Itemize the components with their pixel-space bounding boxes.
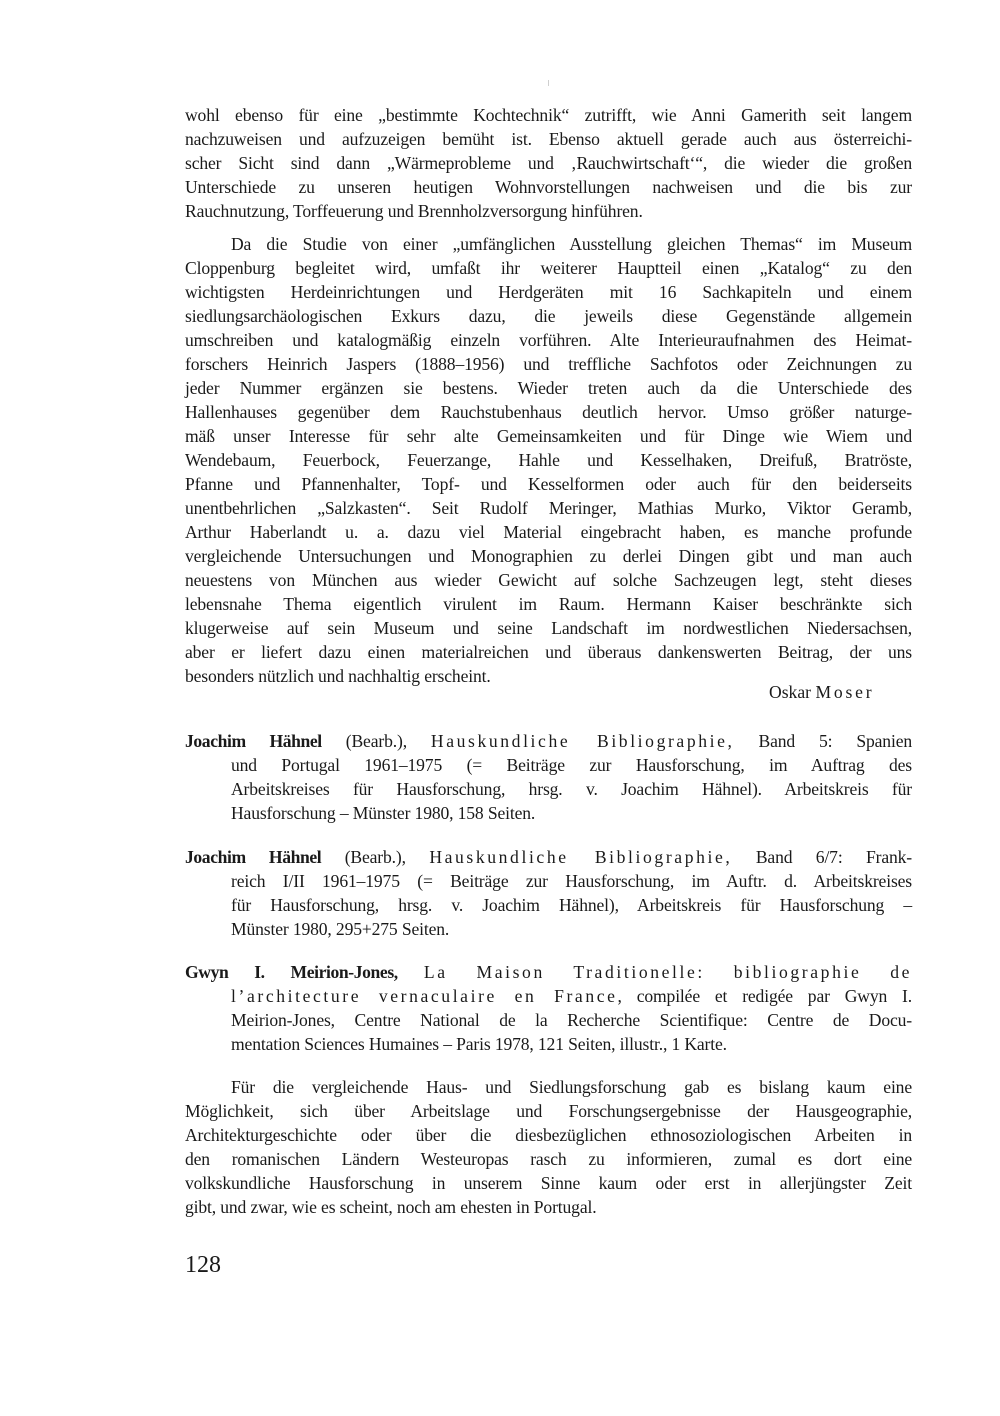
reviewer-first-name: Oskar [769, 682, 812, 702]
entry-role: (Bearb.), [321, 847, 430, 867]
page-number: 128 [185, 1252, 221, 1278]
text-line: Für die vergleichende Haus- und Siedlungsforschung gab es bislang kaum eine [231, 1077, 912, 1097]
text-line: vergleichende Untersuchungen und Monographien zu derlei Dingen gibt und man auch [185, 546, 912, 566]
text-line: besonders nützlich und nachhaltig erscheint. [185, 666, 491, 686]
text-line: Münster 1980, 295+275 Seiten. [231, 919, 450, 939]
text-line: umschreiben und katalogmäßig einzeln vorführen. Alte Interieuraufnahmen des Heimat- [185, 330, 912, 350]
text-line: forschers Heinrich Jaspers (1888–1956) und treffliche Sachfotos oder Zeichnungen zu [185, 354, 912, 374]
entry-heading-line [185, 960, 912, 984]
text-line: den romanischen Ländern Westeuropas rasch zu informieren, zumal es dort eine [185, 1149, 912, 1169]
text-line: nachzuweisen und aufzuzeigen bemüht ist. Ebenso aktuell gerade auch aus österreichi- [185, 129, 912, 149]
entry-compiler: , compilée et redigée par Gwyn I. [617, 986, 912, 1006]
scan-speck [548, 80, 549, 86]
entry-author: Gwyn I. Meirion-Jones, [185, 962, 398, 982]
entry-heading-line [185, 845, 912, 869]
entry-title: Hauskundliche Bibliographie, [429, 847, 733, 867]
text-line: Wendebaum, Feuerbock, Feuerzange, Hahle und Kesselhaken, Dreifuß, Bratröste, [185, 450, 912, 470]
text-line: jeder Nummer ergänzen sie bestens. Wieder treten auch da die Unterschiede des [185, 378, 912, 398]
text-line: klugerweise auf sein Museum und seine Landschaft im nordwestlichen Niedersachsen, [185, 618, 912, 638]
text-line: Arbeitskreises für Hausforschung, hrsg. v. Joachim Hähnel). Arbeitskreis für [231, 779, 912, 799]
text-line: Architekturgeschichte oder über die diesbezüglichen ethnosoziologischen Arbeiten in [185, 1125, 912, 1145]
text-line: Hallenhauses gegenüber dem Rauchstubenhaus deutlich hervor. Umso größer naturge- [185, 402, 912, 422]
text-line: Möglichkeit, sich über Arbeitslage und Forschungsergebnisse der Hausgeographie, [185, 1101, 912, 1121]
text-line: scher Sicht sind dann „Wärmeprobleme und ‚Rauchwirtschaft‘“, die wieder die großen [185, 153, 912, 173]
text-line: Cloppenburg begleitet wird, umfaßt ihr weiterer Hauptteil einen „Katalog“ zu den [185, 258, 912, 278]
entry-role: (Bearb.), [321, 731, 431, 751]
text-line: siedlungsarchäologischen Exkurs dazu, die jeweils diese Gegenstände allgemein [185, 306, 912, 326]
text-line: neuestens von München aus wieder Gewicht auf solche Sachzeugen legt, steht dieses [185, 570, 912, 590]
reviewer-signature [769, 680, 874, 704]
entry-volume: Band 6/7: Frank- [732, 847, 913, 867]
text-line: gibt, und zwar, wie es scheint, noch am ehesten in Portugal. [185, 1197, 597, 1217]
entry-title-continuation: l’architecture vernaculaire en France [231, 986, 618, 1006]
entry-separator [398, 962, 424, 982]
text-line: für Hausforschung, hrsg. v. Joachim Hähnel), Arbeitskreis für Hausforschung – [231, 895, 912, 915]
text-line: Hausforschung – Münster 1980, 158 Seiten. [231, 803, 536, 823]
reviewer-last-name: Moser [815, 682, 875, 702]
entry-title: Hauskundliche Bibliographie, [430, 731, 735, 751]
text-line: wohl ebenso für eine „bestimmte Kochtechnik“ zutrifft, wie Anni Gamerith seit langem [185, 105, 912, 125]
entry-title: La Maison Traditionelle: bibliographie de [423, 962, 913, 982]
text-line: Meirion-Jones, Centre National de la Recherche Scientifique: Centre de Docu- [231, 1010, 912, 1030]
text-line: und Portugal 1961–1975 (= Beiträge zur Hausforschung, im Auftrag des [231, 755, 912, 775]
text-line: unentbehrlichen „Salzkasten“. Seit Rudolf Meringer, Mathias Murko, Viktor Geramb, [185, 498, 912, 518]
text-line: Rauchnutzung, Torffeuerung und Brennholzversorgung hinführen. [185, 201, 643, 221]
entry-heading-line [185, 729, 912, 753]
text-line: Da die Studie von einer „umfänglichen Ausstellung gleichen Themas“ im Museum [231, 234, 912, 254]
text-line: lebensnahe Thema eigentlich virulent im Raum. Hermann Kaiser beschränkte sich [185, 594, 912, 614]
text-line: mentation Sciences Humaines – Paris 1978, 121 Seiten, illustr., 1 Karte. [231, 1034, 727, 1054]
entry-title-continuation-line [231, 984, 912, 1008]
text-line: wichtigsten Herdeinrichtungen und Herdgeräten mit 16 Sachkapiteln und einem [185, 282, 912, 302]
text-line: Arthur Haberlandt u. a. dazu viel Material eingebracht haben, es manche profunde [185, 522, 912, 542]
text-line: reich I/II 1961–1975 (= Beiträge zur Hausforschung, im Auftr. d. Arbeitskreises [231, 871, 912, 891]
entry-author: Joachim Hähnel [185, 847, 322, 867]
text-line: mäß unser Interesse für sehr alte Gemeinsamkeiten und für Dinge wie Wiem und [185, 426, 912, 446]
text-line: volkskundliche Hausforschung in unserem Sinne kaum oder erst in allerjüngster Zeit [185, 1173, 912, 1193]
entry-author: Joachim Hähnel [185, 731, 322, 751]
entry-volume: Band 5: Spanien [734, 731, 912, 751]
text-line: Unterschiede zu unseren heutigen Wohnvorstellungen nachweisen und die bis zur [185, 177, 912, 197]
text-line: Pfanne und Pfannenhalter, Topf- und Kesselformen oder auch für den beiderseits [185, 474, 912, 494]
text-line: aber er liefert dazu einen materialreichen und überaus dankenswerten Beitrag, der uns [185, 642, 912, 662]
